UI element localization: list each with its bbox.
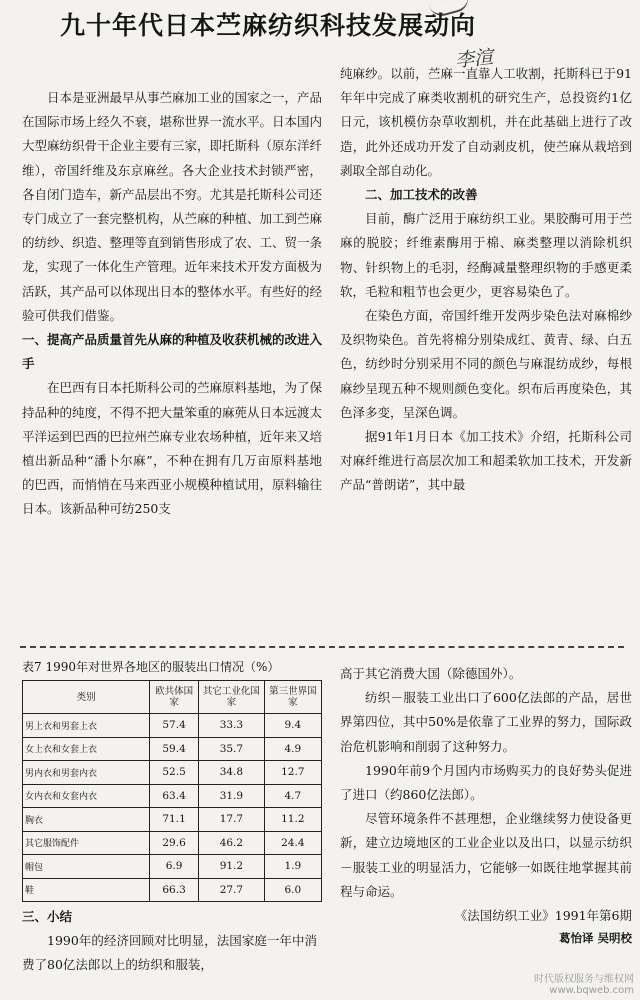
table-cell: 59.4 (150, 737, 199, 761)
table-cell-category: 帽包 (23, 855, 150, 879)
continuation-paragraph: 纯麻纱。以前，苎麻一直靠人工收割，托斯科已于91年年中完成了麻类收割机的研究生产，总投资约1亿日元，该机模仿杂草收割机，并在此基础上进行了改造，此外还成功开发了自动剥皮机，使苎麻从栽培到剥取全部自动化。 (340, 66, 632, 178)
table-cell: 52.5 (150, 761, 199, 785)
handwritten-signature: 李渲 (454, 46, 495, 72)
table-cell: 31.9 (199, 784, 265, 808)
table-cell: 27.7 (199, 878, 265, 902)
table-cell: 91.2 (199, 855, 265, 879)
french-article-paragraph-4: 尽管环境条件不甚理想，企业继续努力使设备更新，建立边境地区的工业企业以及出口，以显示纺织－服装工业的明显活力，它能够一如既往地掌握其前程与命运。 (340, 811, 632, 899)
table-cell: 12.7 (264, 761, 321, 785)
bottom-right-column (340, 662, 632, 948)
table-header-cell: 第三世界国家 (264, 681, 321, 714)
table-cell: 24.4 (264, 831, 321, 855)
bottom-left-column (22, 905, 317, 978)
table-header-cell: 类别 (23, 681, 150, 714)
right-column (340, 62, 632, 498)
table-cell: 34.8 (199, 761, 265, 785)
table-cell: 17.7 (199, 808, 265, 832)
table-cell: 4.9 (264, 737, 321, 761)
table-cell: 1.9 (264, 855, 321, 879)
watermark-line-1: 时代版权服务与维权网 (534, 974, 634, 985)
section-3-paragraph: 1990年的经济回顾对比明显，法国家庭一年中消费了80亿法郎以上的纺织和服装， (22, 933, 317, 973)
table-cell: 33.3 (199, 714, 265, 738)
table-row (23, 855, 322, 879)
table-row (23, 784, 322, 808)
article-source: 《法国纺织工业》1991年第6期 (454, 908, 632, 924)
intro-paragraph: 日本是亚洲最早从事苎麻加工业的国家之一，产品在国际市场上经久不衰，堪称世界一流水平。日本国内大型麻纺织骨干企业主要有三家，即托斯科（原东洋纤维），帝国纤维及东京麻丝。各大企业技术封锁严密，各自闭门造车，新产品层出不穷。尤其是托斯科公司还专门成立了一套完整机构，从苎麻的种植、加工到苎麻的纺纱、织造、整理等直到销售形成了农、工、贸一条龙，实现了一体化生产管理。近年来技术开发方面极为活跃，其产品可以体现出日本的整体水平。有些好的经验可供我们借鉴。 (22, 90, 323, 323)
table-row (23, 737, 322, 761)
table-cell-category: 男内衣和男套内衣 (23, 761, 150, 785)
table-cell: 29.6 (150, 831, 199, 855)
export-table-block (22, 656, 322, 902)
article-divider (20, 646, 624, 648)
table-cell-category: 胸衣 (23, 808, 150, 832)
article-title: 九十年代日本苎麻纺织科技发展动向 (60, 11, 477, 40)
table-row (23, 808, 322, 832)
left-column (22, 86, 322, 522)
section-2-paragraph-3: 据91年1月日本《加工技术》介绍，托斯科公司对麻纤维进行高层次加工和超柔软加工技术，开发新产品“普朗诺”，其中最 (340, 429, 632, 493)
watermark-line-2: www.bqweb.com (549, 985, 634, 996)
table-cell: 57.4 (150, 714, 199, 738)
table-cell: 46.2 (199, 831, 265, 855)
table-row (23, 714, 322, 738)
article-authors: 葛怡译 吴明校 (558, 931, 632, 946)
table-row (23, 831, 322, 855)
table-header-cell: 其它工业化国家 (199, 681, 265, 714)
table-row (23, 761, 322, 785)
table-cell: 35.7 (199, 737, 265, 761)
watermark (534, 974, 634, 996)
table-cell-category: 鞋 (23, 878, 150, 902)
export-table (22, 680, 322, 902)
french-article-paragraph-1: 高于其它消费大国（除德国外）。 (340, 666, 522, 681)
table-cell: 66.3 (150, 878, 199, 902)
table-cell: 71.1 (150, 808, 199, 832)
table-cell: 63.4 (150, 784, 199, 808)
section-1-paragraph: 在巴西有日本托斯科公司的苎麻原料基地，为了保持品种的纯度，不得不把大量笨重的麻蔸从日本远渡太平洋运到巴西的巴拉州苎麻专业农场种植，近年来又培植出新品种“潘卜尔麻”，不种在拥有几万亩原料基地的巴西，而悄悄在马来西亚小规模种植试用，原料输往日本。该新品种可纺250支 (22, 380, 323, 517)
table-caption: 表7 1990年对世界各地区的服装出口情况（%） (22, 660, 280, 674)
table-cell-category: 男上衣和男套上衣 (23, 714, 150, 738)
table-cell-category: 其它服饰配件 (23, 831, 150, 855)
table-cell: 6.0 (264, 878, 321, 902)
section-3-heading: 三、小结 (22, 909, 73, 924)
table-header-cell: 欧共体国家 (150, 681, 199, 714)
french-article-paragraph-2: 纺织－服装工业出口了600亿法郎的产品，居世界第四位，其中50%是依靠了工业界的努力，国际政治危机影响和削弱了这种努力。 (340, 690, 632, 754)
table-cell: 4.7 (264, 784, 321, 808)
section-1-heading: 一、提高产品质量首先从麻的种植及收获机械的改进入手 (22, 332, 323, 372)
table-cell: 11.2 (264, 808, 321, 832)
table-cell-category: 女上衣和女套上衣 (23, 737, 150, 761)
section-2-paragraph-2: 在染色方面，帝国纤维开发两步染色法对麻棉纱及织物染色。首先将棉分别染成红、黄青、绿、白五色，纺纱时分别采用不同的颜色与麻混纺成纱，每根麻纱呈现五种不规则颜色变化。织布后再度染色，其色泽多变，呈深色调。 (340, 308, 632, 420)
section-2-heading: 二、加工技术的改善 (365, 187, 478, 203)
table-cell: 9.4 (264, 714, 321, 738)
french-article-paragraph-3: 1990年前9个月国内市场购买力的良好势头促进了进口（约860亿法郎）。 (340, 762, 632, 803)
table-cell-category: 女内衣和女套内衣 (23, 784, 150, 808)
table-row (23, 878, 322, 902)
section-2-paragraph-1: 目前，酶广泛用于麻纺织工业。果胶酶可用于苎麻的脱胶；纤维素酶用于棉、麻类整理以消除机织物、针织物上的毛羽，经酶减量整理织物的手感更柔软，毛粒和粗节也会更少，更容易染色了。 (340, 211, 632, 299)
table-header-row (23, 681, 322, 714)
table-cell: 6.9 (150, 855, 199, 879)
